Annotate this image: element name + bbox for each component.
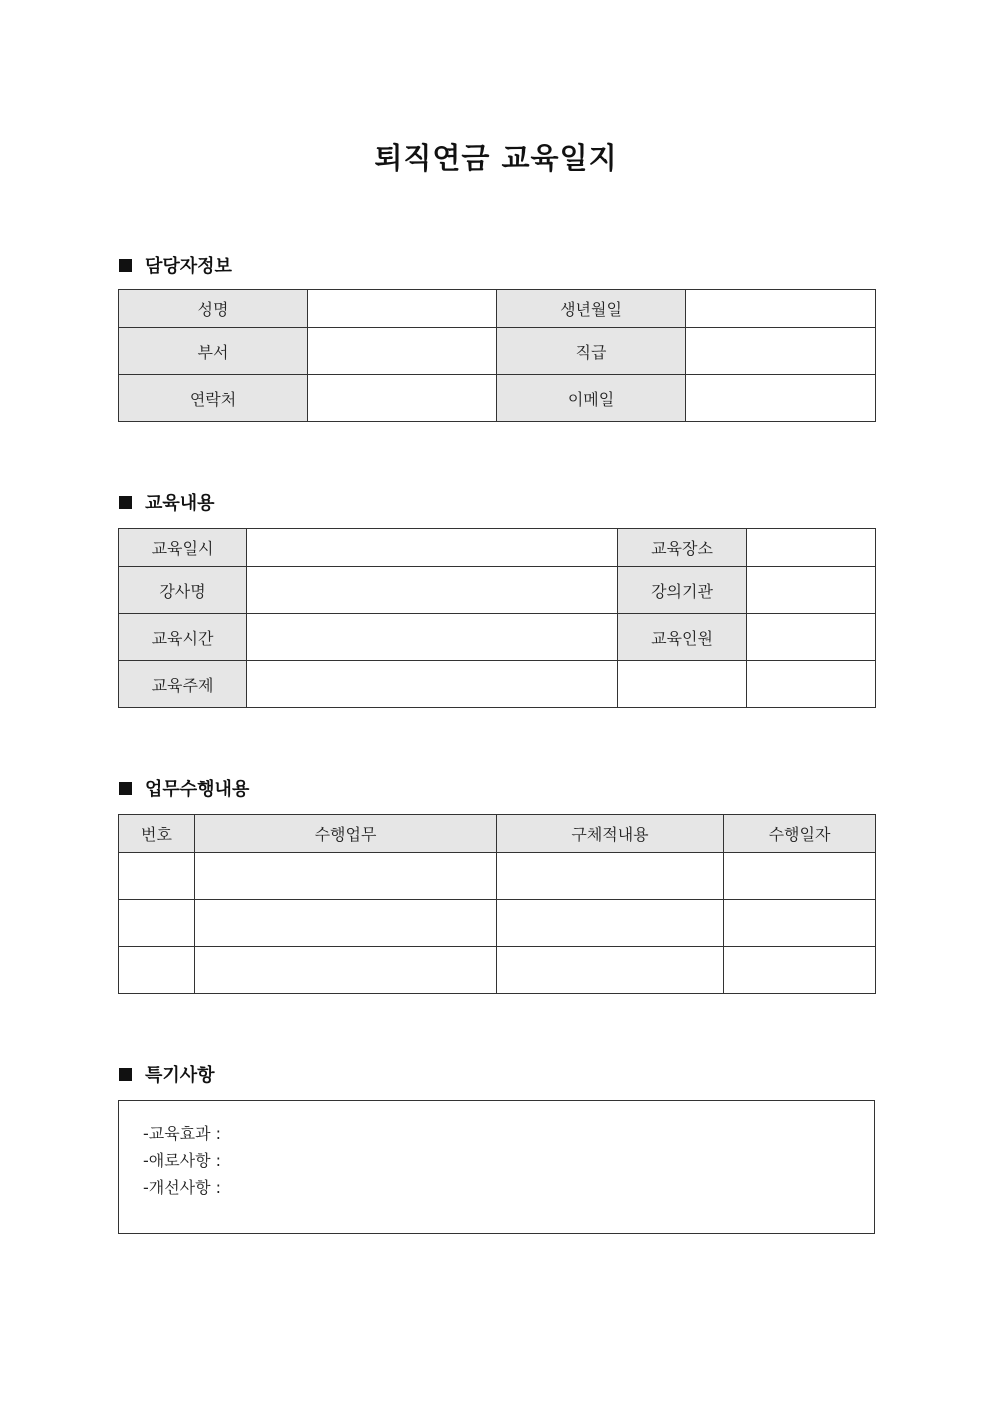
table-row xyxy=(119,567,876,614)
table-row xyxy=(119,290,876,328)
table-row xyxy=(119,661,876,708)
section-heading-label: 업무수행내용 xyxy=(145,779,250,800)
instructor-field[interactable] xyxy=(247,567,618,614)
column-header-detail: 구체적내용 xyxy=(497,815,724,853)
section-heading-label: 담당자정보 xyxy=(145,256,232,277)
table-row xyxy=(119,328,876,375)
section-heading-label: 특기사항 xyxy=(145,1065,215,1086)
empty-cell[interactable] xyxy=(618,661,747,708)
page-title: 퇴직연금 교육일지 xyxy=(374,141,618,175)
square-bullet-icon xyxy=(119,496,132,509)
duration-field[interactable] xyxy=(247,614,618,661)
position-field[interactable] xyxy=(686,328,876,375)
attendees-field[interactable] xyxy=(747,614,876,661)
note-line-difficulty: -애로사항 : xyxy=(143,1151,222,1170)
column-header-task: 수행업무 xyxy=(195,815,497,853)
tasks-table xyxy=(118,814,876,994)
section-heading-education xyxy=(119,490,215,514)
datetime-field[interactable] xyxy=(247,529,618,567)
manager-info-table xyxy=(118,289,876,422)
note-line-effect: -교육효과 : xyxy=(143,1124,222,1143)
empty-cell[interactable] xyxy=(747,661,876,708)
note-line-improvement: -개선사항 : xyxy=(143,1178,222,1197)
section-heading-manager xyxy=(119,253,232,277)
task-detail-cell[interactable] xyxy=(497,900,724,947)
table-row xyxy=(119,853,876,900)
table-row xyxy=(119,375,876,422)
contact-field[interactable] xyxy=(308,375,497,422)
place-label: 교육장소 xyxy=(618,529,747,567)
table-row xyxy=(119,947,876,994)
table-row xyxy=(119,614,876,661)
birth-field[interactable] xyxy=(686,290,876,328)
name-field[interactable] xyxy=(308,290,497,328)
education-info-table xyxy=(118,528,876,708)
task-cell[interactable] xyxy=(195,853,497,900)
institution-field[interactable] xyxy=(747,567,876,614)
square-bullet-icon xyxy=(119,259,132,272)
task-detail-cell[interactable] xyxy=(497,853,724,900)
place-field[interactable] xyxy=(747,529,876,567)
task-number-cell[interactable] xyxy=(119,853,195,900)
task-date-cell[interactable] xyxy=(724,947,876,994)
dept-label: 부서 xyxy=(119,328,308,375)
task-number-cell[interactable] xyxy=(119,947,195,994)
topic-field[interactable] xyxy=(247,661,618,708)
section-heading-notes xyxy=(119,1062,215,1086)
square-bullet-icon xyxy=(119,782,132,795)
institution-label: 강의기관 xyxy=(618,567,747,614)
table-row xyxy=(119,900,876,947)
dept-field[interactable] xyxy=(308,328,497,375)
topic-label: 교육주제 xyxy=(119,661,247,708)
table-row xyxy=(119,529,876,567)
task-cell[interactable] xyxy=(195,900,497,947)
table-header-row xyxy=(119,815,876,853)
task-date-cell[interactable] xyxy=(724,853,876,900)
email-label: 이메일 xyxy=(497,375,686,422)
email-field[interactable] xyxy=(686,375,876,422)
instructor-label: 강사명 xyxy=(119,567,247,614)
birth-label: 생년월일 xyxy=(497,290,686,328)
notes-box[interactable] xyxy=(118,1100,875,1234)
section-heading-tasks xyxy=(119,776,249,800)
position-label: 직급 xyxy=(497,328,686,375)
section-heading-label: 교육내용 xyxy=(145,493,215,514)
square-bullet-icon xyxy=(119,1068,132,1081)
task-number-cell[interactable] xyxy=(119,900,195,947)
attendees-label: 교육인원 xyxy=(618,614,747,661)
name-label: 성명 xyxy=(119,290,308,328)
task-cell[interactable] xyxy=(195,947,497,994)
task-date-cell[interactable] xyxy=(724,900,876,947)
task-detail-cell[interactable] xyxy=(497,947,724,994)
datetime-label: 교육일시 xyxy=(119,529,247,567)
column-header-number: 번호 xyxy=(119,815,195,853)
contact-label: 연락처 xyxy=(119,375,308,422)
duration-label: 교육시간 xyxy=(119,614,247,661)
column-header-date: 수행일자 xyxy=(724,815,876,853)
